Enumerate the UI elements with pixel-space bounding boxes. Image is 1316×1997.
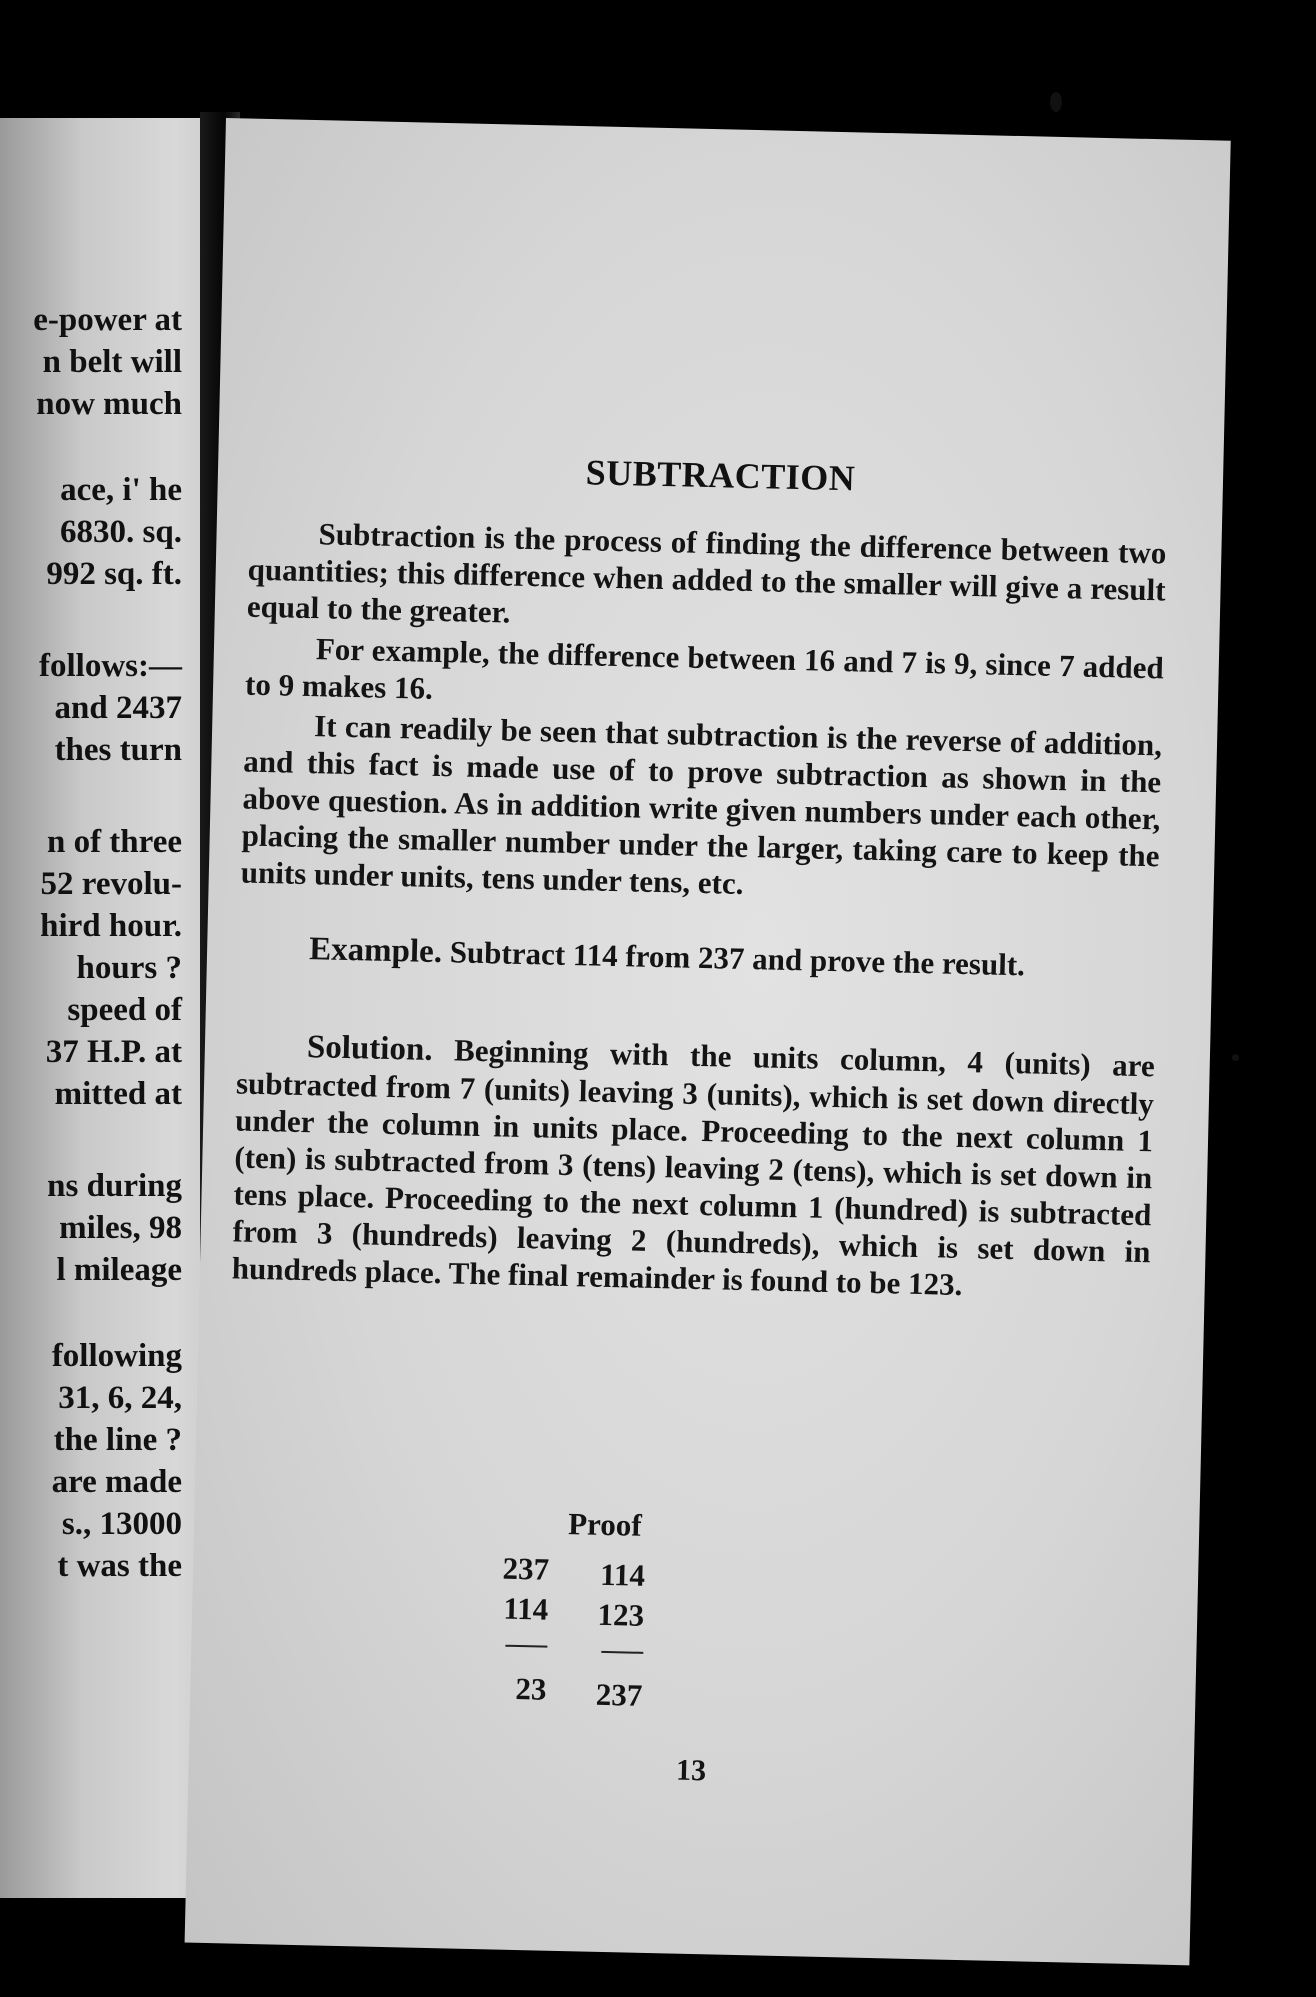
left-page-line: ns during: [47, 1168, 182, 1204]
left-page-line: 6830. sq.: [60, 514, 182, 550]
page-title: SUBTRACTION: [585, 452, 856, 499]
left-page-line: follows:—: [39, 648, 182, 684]
left-page-line: 52 revolu-: [40, 866, 182, 902]
left-page-line: mitted at: [54, 1076, 182, 1112]
minuend: 237: [502, 1550, 550, 1587]
left-page-line: miles, 98: [59, 1210, 182, 1246]
subtraction-working: [486, 1548, 550, 1709]
left-page-line: and 2437: [54, 690, 182, 726]
left-page-line: the line ?: [53, 1422, 182, 1458]
proof-heading: Proof: [567, 1506, 643, 1543]
example-label: Example.: [308, 931, 443, 971]
remainder: 23: [515, 1670, 547, 1707]
left-page-line: n of three: [46, 824, 182, 860]
paragraph-definition: Subtraction is the process of finding the difference between two quantities; this difference when added to the smaller will give a result equal to the greater.: [246, 516, 1167, 630]
left-page-line: t was the: [57, 1548, 182, 1584]
proof-middle: 123: [597, 1596, 645, 1633]
subtrahend: 114: [503, 1590, 549, 1627]
left-page-line: ace, i' he: [60, 472, 182, 508]
left-page-line: speed of: [67, 992, 182, 1028]
proof-top: 114: [599, 1556, 646, 1593]
left-page-line: are made: [51, 1464, 182, 1500]
scan-speck: [1232, 1054, 1239, 1061]
example-paragraph: [239, 929, 1158, 988]
scan-speck: [1050, 92, 1062, 112]
left-page-line: following: [51, 1338, 182, 1374]
left-page-line: e-power at: [33, 302, 182, 338]
paragraph-reverse-of-addition: It can readily be seen that subtraction is the reverse of addition, and this fact is made use of to prove subtraction as shown in the above question. As in addition write given numbers under each other, placing the smaller number under the larger, taking care to keep the units under units, tens under tens, etc.: [240, 708, 1163, 901]
left-page-line: 31, 6, 24,: [58, 1380, 182, 1416]
proof-rule: [601, 1651, 643, 1654]
left-page-line: l mileage: [56, 1252, 182, 1288]
left-page-line: hird hour.: [40, 908, 182, 944]
solution-paragraph: [231, 1026, 1155, 1307]
proof-sum: 237: [595, 1676, 643, 1713]
left-page-fragment: [0, 118, 206, 1898]
solution-text: Beginning with the units column, 4 (units) are subtracted from 7 (units) leaving 3 (units), which is set down directly under the column in units place. Proceeding to the next column 1 (ten) is subtracted from 3 (tens) leaving 2 (tens), which is set down in tens place. Proceeding to the next column 1 (hundred) is subtracted from 3 (hundreds) leaving 2 (hundreds), which is set down in hundreds place. The final remainder is found to be 123.: [231, 1031, 1156, 1303]
solution-label: Solution.: [306, 1029, 433, 1068]
page-number: 13: [675, 1753, 707, 1788]
left-page-line: now much: [36, 386, 182, 422]
left-page-line: 37 H.P. at: [45, 1034, 182, 1070]
paragraph-example-difference: For example, the difference between 16 and 7 is 9, since 7 added to 9 makes 16.: [244, 631, 1165, 706]
left-page-line: thes turn: [54, 732, 182, 768]
left-page-line: s., 13000: [61, 1506, 182, 1542]
subtraction-rule: [505, 1645, 547, 1648]
example-text: Subtract 114 from 237 and prove the result.: [441, 934, 1026, 983]
left-page-line: 992 sq. ft.: [46, 556, 182, 592]
left-page-line: hours ?: [76, 950, 182, 986]
main-page: [185, 118, 1231, 1965]
left-page-line: n belt will: [42, 344, 182, 380]
proof-working: [582, 1555, 646, 1716]
